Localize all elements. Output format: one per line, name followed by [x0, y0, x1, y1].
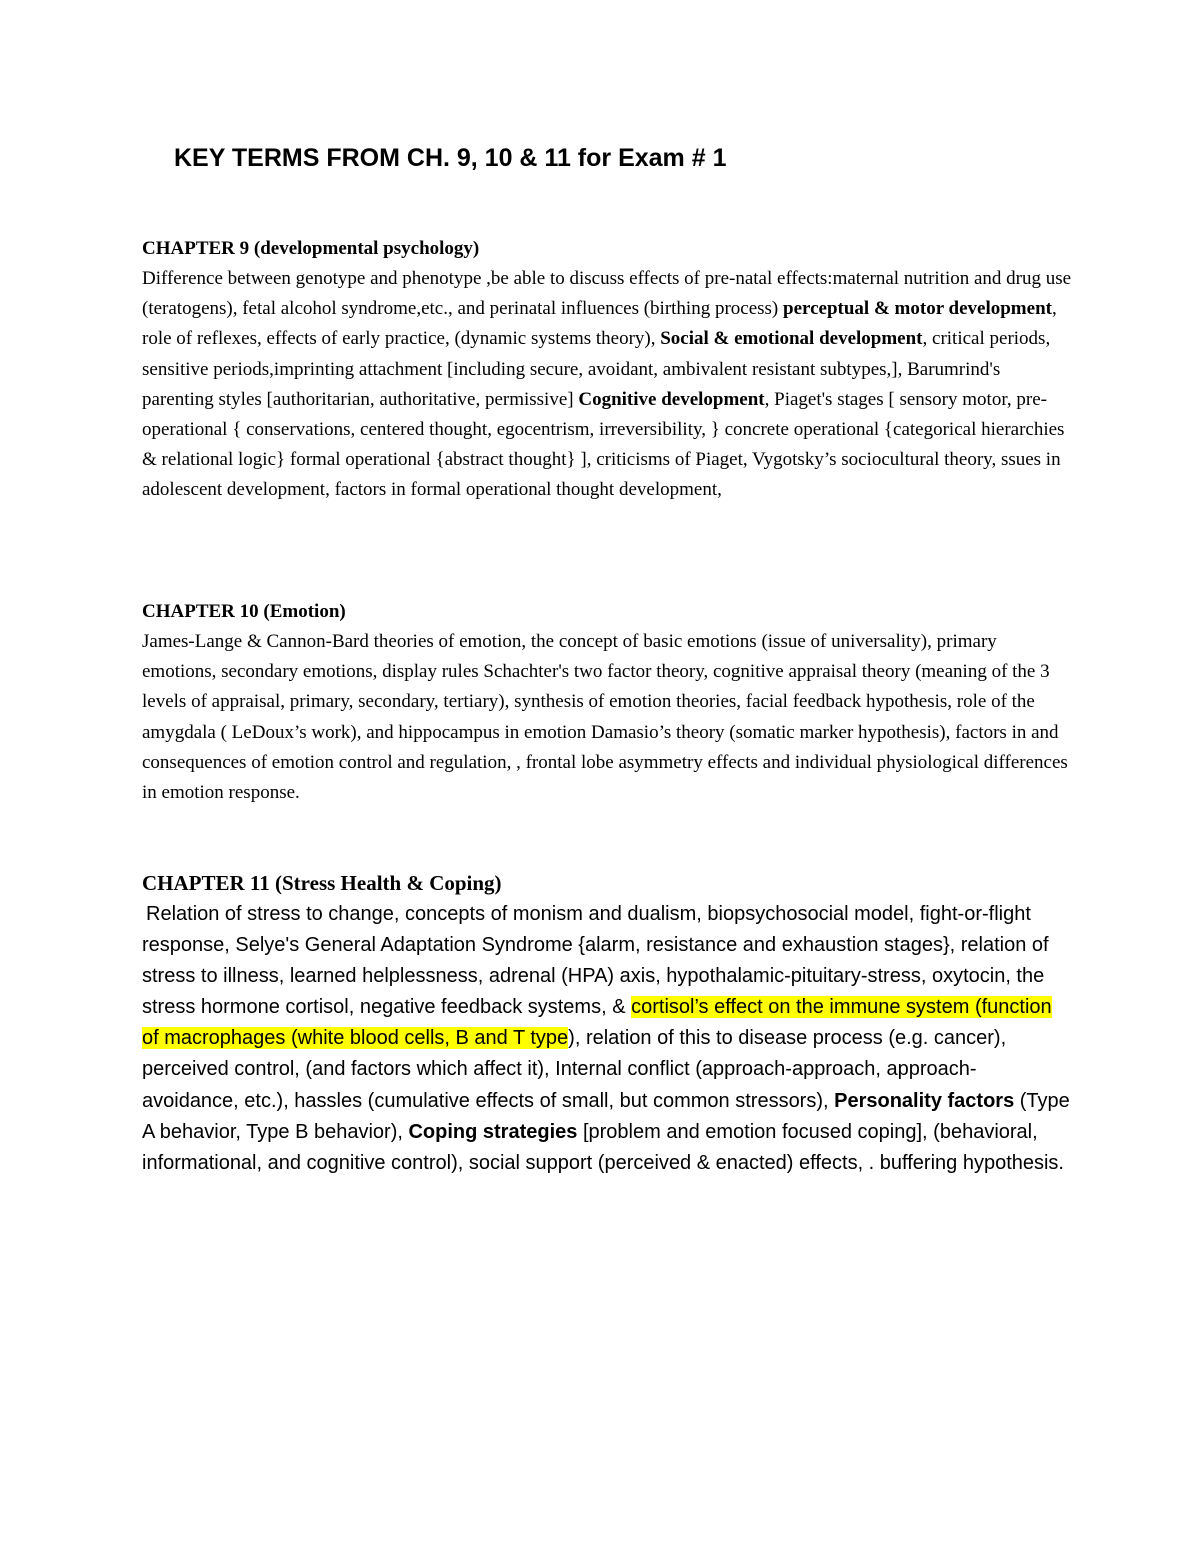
chapter-11-body — [142, 899, 1072, 1179]
chapter-10-heading: CHAPTER 10 (Emotion) — [142, 601, 346, 622]
chapter-9-bold-social: Social & emotional development — [660, 328, 923, 350]
chapter-9-text-1: Difference between genotype and phenotype ,be able to discuss effects of pre-natal effects:maternal nutrition and drug use (teratogens), fetal alcohol syndrome,etc., and perinatal influences (birthing process) — [142, 268, 1072, 320]
chapter-11-text-3: (Type A behavior, Type B behavior), — [142, 1089, 1070, 1143]
chapter-9-text-3: , critical periods, sensitive periods,imprinting attachment [including secure, avoidant, ambivalent resistant subtypes,], Barumrind's parenting styles [authoritarian, authoritative, permissive] — [142, 328, 1051, 410]
chapter-10-body: James-Lange & Cannon-Bard theories of emotion, the concept of basic emotions (issue of universality), primary emotions, secondary emotions, display rules Schachter's two factor theory, cognitive appraisal theory (meaning of the 3 levels of appraisal, primary, secondary, tertiary), synthesis of emotion theories, facial feedback hypothesis, role of the amygdala ( LeDoux’s work), and hippocampus in emotion Damasio’s theory (somatic marker hypothesis), factors in and consequences of emotion control and regulation, , frontal lobe asymmetry effects and individual physiological differences in emotion response. — [142, 631, 1068, 804]
chapter-11-text-4: [problem and emotion focused coping], (behavioral, informational, and cognitive control), social support (perceived & enacted) effects, . buffering hypothesis. — [142, 1120, 1064, 1174]
chapter-11-bold-personality: Personality factors — [834, 1089, 1015, 1112]
chapter-9-text-2: , role of reflexes, effects of early practice, (dynamic systems theory), — [142, 298, 1057, 350]
chapter-9-section — [142, 234, 1072, 506]
chapter-11-bold-coping: Coping strategies — [408, 1120, 578, 1143]
chapter-9-text-4: , Piaget's stages [ sensory motor, pre-operational { conservations, centered thought, egocentrism, irreversibility, } concrete operational {categorical hierarchies & relational logic} formal operational {abstract thought} ], criticisms of Piaget, Vygotsky’s sociocultural theory, ssues in adolescent development, factors in formal operational thought development, — [142, 388, 1065, 501]
chapter-9-heading: CHAPTER 9 (developmental psychology) — [142, 238, 480, 259]
document-title: KEY TERMS FROM CH. 9, 10 & 11 for Exam # 1 — [174, 144, 727, 172]
chapter-9-bold-perceptual: perceptual & motor development — [783, 298, 1052, 320]
chapter-10-section — [142, 597, 1072, 808]
chapter-11-text-2: ), relation of this to disease process (e.g. cancer), perceived control, (and factors which affect it), Internal conflict (approach-approach, approach-avoidance, etc.), hassles (cumulative effects of small, but common stressors), — [142, 1027, 1007, 1112]
chapter-11-text-1: Relation of stress to change, concepts of monism and dualism, biopsychosocial model, fight-or-flight response, Selye's General Adaptation Syndrome {alarm, resistance and exhaustion stages}, relation of stress to illness, learned helplessness, adrenal (HPA) axis, hypothalamic-pituitary-stress, oxytocin, the stress hormone cortisol, negative feedback systems, & — [142, 903, 1049, 1019]
chapter-9-body — [142, 264, 1072, 506]
chapter-9-bold-cognitive: Cognitive development — [578, 388, 765, 410]
chapter-11-heading: CHAPTER 11 (Stress Health & Coping) — [142, 871, 502, 895]
chapter-11-section — [142, 868, 1072, 1179]
chapter-11-highlighted-text: cortisol’s effect on the immune system (function of macrophages (white blood cells, B and T type — [142, 996, 1052, 1050]
